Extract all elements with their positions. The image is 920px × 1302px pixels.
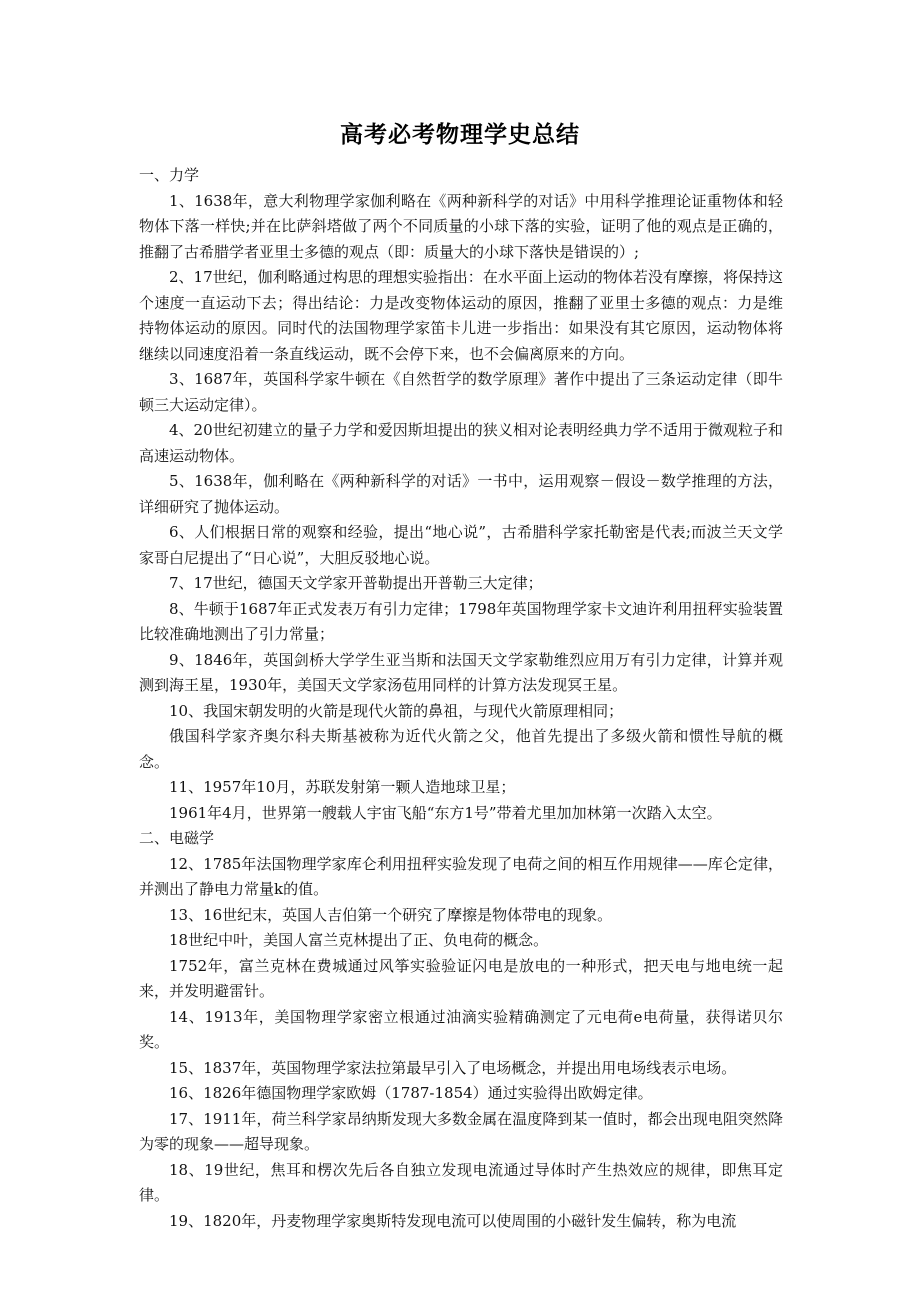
- paragraph: 11、1957年10月，苏联发射第一颗人造地球卫星；: [169, 778, 516, 796]
- paragraph: 14、1913年，美国物理学家密立根通过油滴实验精确测定了元电荷e电荷量，获得诺贝尔奖。: [139, 1007, 783, 1051]
- paragraph: 10、我国宋朝发明的火箭是现代火箭的鼻祖，与现代火箭原理相同；: [169, 701, 624, 720]
- paragraph: 3、1687年，英国科学家牛顿在《自然哲学的数学原理》著作中提出了三条运动定律（即牛顿三大运动定律）。: [139, 370, 783, 414]
- paragraph: 7、17世纪，德国天文学家开普勒提出开普勒三大定律；: [169, 574, 543, 592]
- document-body: [139, 163, 783, 1234]
- paragraph: 6、人们根据日常的观察和经验，提出“地心说”，古希腊科学家托勒密是代表;而波兰天文学家哥白尼提出了“日心说”，大胆反驳地心说。: [139, 523, 783, 567]
- paragraph: 18世纪中叶，美国人富兰克林提出了正、负电荷的概念。: [169, 931, 549, 949]
- paragraph: 4、20世纪初建立的量子力学和爱因斯坦提出的狭义相对论表明经典力学不适用于微观粒子和高速运动物体。: [139, 421, 783, 465]
- paragraph: 18、19世纪，焦耳和楞次先后各自独立发现电流通过导体时产生热效应的规律，即焦耳定律。: [139, 1160, 783, 1204]
- paragraph: 15、1837年，英国物理学家法拉第最早引入了电场概念，并提出用电场线表示电场。: [169, 1058, 737, 1077]
- section-heading: 二、电磁学: [139, 829, 215, 847]
- paragraph: 9、1846年，英国剑桥大学学生亚当斯和法国天文学家勒维烈应用万有引力定律，计算并观测到海王星，1930年，美国天文学家汤苞用同样的计算方法发现冥王星。: [139, 650, 783, 694]
- paragraph: 13、16世纪末，英国人吉伯第一个研究了摩擦是物体带电的现象。: [169, 905, 613, 924]
- paragraph: 1、1638年，意大利物理学家伽利略在《两种新科学的对话》中用科学推理论证重物体和轻物体下落一样快;并在比萨斜塔做了两个不同质量的小球下落的实验，证明了他的观点是正确的，推翻了古希腊学者亚里士多德的观点（即：质量大的小球下落快是错误的）;: [139, 191, 783, 261]
- paragraph: 1752年，富兰克林在费城通过风筝实验验证闪电是放电的一种形式，把天电与地电统一起来，并发明避雷针。: [139, 956, 783, 1000]
- paragraph: 俄国科学家齐奥尔科夫斯基被称为近代火箭之父，他首先提出了多级火箭和惯性导航的概念。: [139, 727, 783, 771]
- paragraph: 12、1785年法国物理学家库仑利用扭秤实验发现了电荷之间的相互作用规律——库仑定律，并测出了静电力常量k的值。: [139, 854, 783, 898]
- paragraph: 2、17世纪，伽利略通过构思的理想实验指出：在水平面上运动的物体若没有摩擦，将保持这个速度一直运动下去；得出结论：力是改变物体运动的原因，推翻了亚里士多德的观点：力是维持物体运动的原因。同时代的法国物理学家笛卡儿进一步指出：如果没有其它原因，运动物体将继续以同速度沿着一条直线运动，既不会停下来，也不会偏离原来的方向。: [139, 268, 783, 363]
- paragraph: 1961年4月，世界第一艘载人宇宙飞船“东方1号”带着尤里加加林第一次踏入太空。: [169, 803, 722, 822]
- paragraph: 8、牛顿于1687年正式发表万有引力定律；1798年英国物理学家卡文迪许利用扭秤实验装置比较准确地测出了引力常量；: [139, 599, 783, 643]
- paragraph: 5、1638年，伽利略在《两种新科学的对话》一书中，运用观察－假设－数学推理的方法，详细研究了抛体运动。: [139, 472, 783, 516]
- section-heading: 一、力学: [139, 166, 200, 184]
- paragraph: 19、1820年，丹麦物理学家奥斯特发现电流可以使周围的小磁针发生偏转，称为电流: [169, 1211, 737, 1230]
- document-title: 高考必考物理学史总结: [340, 122, 580, 148]
- paragraph: 17、1911年，荷兰科学家昂纳斯发现大多数金属在温度降到某一值时，都会出现电阻突然降为零的现象——超导现象。: [139, 1109, 783, 1153]
- paragraph: 16、1826年德国物理学家欧姆（1787-1854）通过实验得出欧姆定律。: [169, 1084, 653, 1102]
